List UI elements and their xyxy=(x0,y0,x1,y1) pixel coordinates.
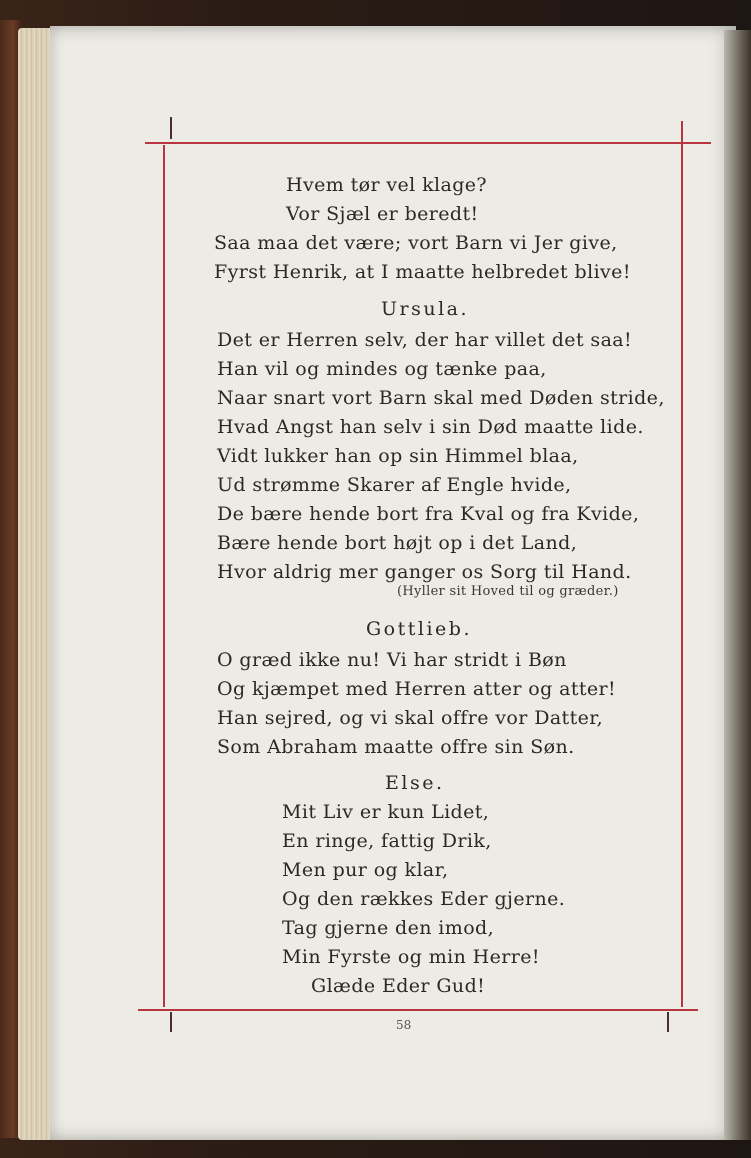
corner-tick xyxy=(170,1012,172,1032)
verse-line: Det er Herren selv, der har villet det saa! xyxy=(217,329,633,351)
border-rule-left xyxy=(163,145,165,1007)
speaker-name: Ursula. xyxy=(381,298,470,320)
page-edges xyxy=(18,28,54,1140)
verse-line: Hvem tør vel klage? xyxy=(286,174,488,196)
border-rule-bottom xyxy=(138,1009,698,1011)
speaker-name: Gottlieb. xyxy=(366,618,472,640)
verse-line: Som Abraham maatte offre sin Søn. xyxy=(217,736,575,758)
verse-line: Han sejred, og vi skal offre vor Datter, xyxy=(217,707,604,729)
verse-line: Glæde Eder Gud! xyxy=(311,975,486,997)
verse-line: Han vil og mindes og tænke paa, xyxy=(217,358,547,380)
verse-line: Ud strømme Skarer af Engle hvide, xyxy=(217,474,572,496)
verse-line: Vor Sjæl er beredt! xyxy=(286,203,479,225)
stage-direction: (Hyller sit Hoved til og græder.) xyxy=(397,584,619,599)
verse-line: Og kjæmpet med Herren atter og atter! xyxy=(217,678,617,700)
verse-line: Mit Liv er kun Lidet, xyxy=(282,801,490,823)
verse-line: Naar snart vort Barn skal med Døden stride, xyxy=(217,387,665,409)
speaker-name: Else. xyxy=(385,772,445,794)
verse-line: Tag gjerne den imod, xyxy=(282,917,495,939)
verse-line: Fyrst Henrik, at I maatte helbredet blive! xyxy=(214,261,631,283)
verse-line: De bære hende bort fra Kval og fra Kvide, xyxy=(217,503,640,525)
verse-line: Hvor aldrig mer ganger os Sorg til Hand. xyxy=(217,561,632,583)
verse-line: Vidt lukker han op sin Himmel blaa, xyxy=(217,445,579,467)
verse-line: Men pur og klar, xyxy=(282,859,449,881)
verse-line: O græd ikke nu! Vi har stridt i Bøn xyxy=(217,649,567,671)
page-number: 58 xyxy=(396,1018,412,1032)
verse-line: Saa maa det være; vort Barn vi Jer give, xyxy=(214,232,618,254)
verse-line: Og den rækkes Eder gjerne. xyxy=(282,888,566,910)
corner-tick xyxy=(667,1012,669,1032)
verse-line: En ringe, fattig Drik, xyxy=(282,830,492,852)
verse-line: Min Fyrste og min Herre! xyxy=(282,946,540,968)
border-rule-top xyxy=(145,142,711,144)
border-rule-right xyxy=(681,121,683,1007)
verse-line: Hvad Angst han selv i sin Død maatte lide. xyxy=(217,416,644,438)
corner-tick xyxy=(170,117,172,139)
verse-line: Bære hende bort højt op i det Land, xyxy=(217,532,578,554)
gutter-shadow xyxy=(724,30,751,1140)
